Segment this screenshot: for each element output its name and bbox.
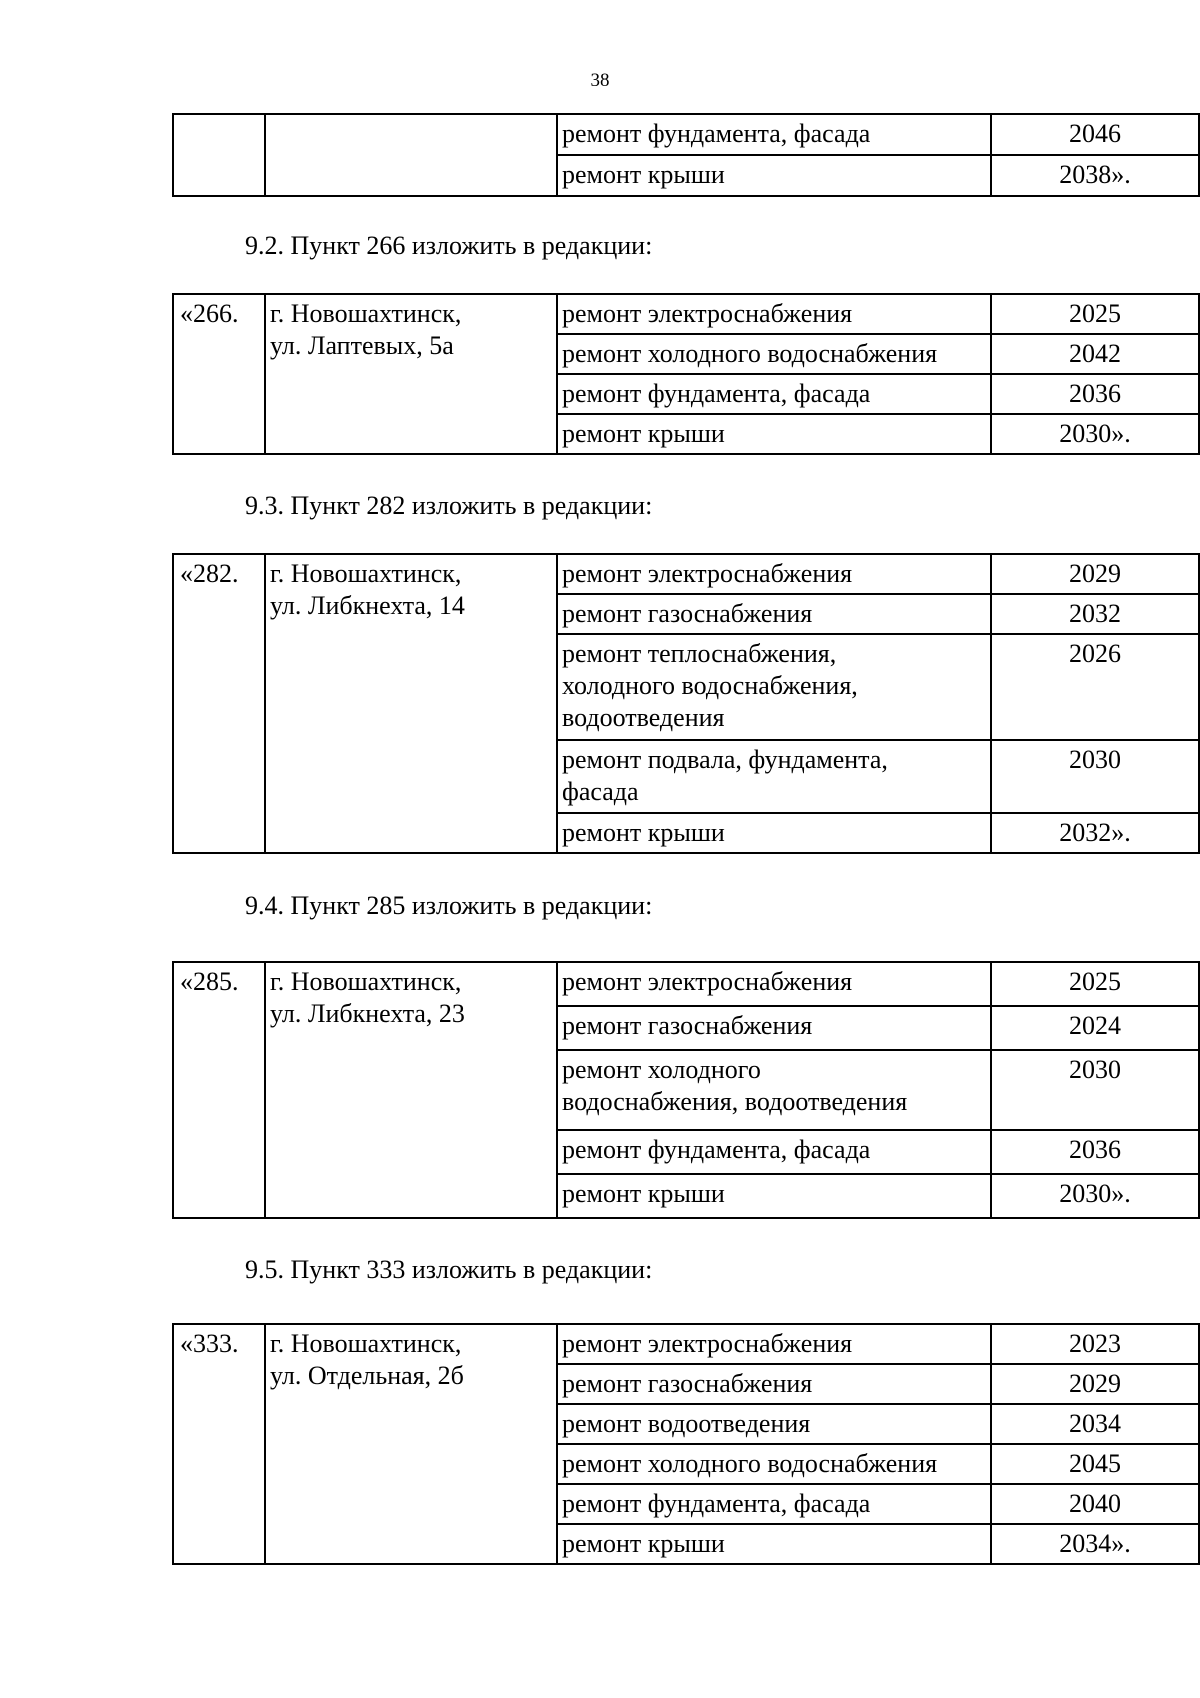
address-cell bbox=[265, 554, 557, 853]
item-number-cell: «282. bbox=[173, 554, 265, 853]
work-line: ремонт подвала, фундамента, bbox=[562, 745, 888, 774]
year-cell: 2046 bbox=[991, 114, 1199, 155]
work-cell: ремонт крыши bbox=[557, 1174, 991, 1218]
address-street: ул. Либкнехта, 14 bbox=[270, 591, 465, 620]
address-cell bbox=[265, 294, 557, 454]
year-cell: 2030 bbox=[991, 1050, 1199, 1130]
work-cell: ремонт холодного водоснабжения bbox=[557, 1444, 991, 1484]
year-cell: 2030». bbox=[991, 1174, 1199, 1218]
work-line: ремонт холодного bbox=[562, 1055, 761, 1084]
year-cell: 2034». bbox=[991, 1524, 1199, 1564]
work-cell: ремонт электроснабжения bbox=[557, 294, 991, 334]
amendment-table bbox=[172, 553, 1200, 854]
work-line: холодного водоснабжения, bbox=[562, 671, 858, 700]
year-cell: 2032». bbox=[991, 813, 1199, 853]
amendment-table bbox=[172, 293, 1200, 455]
year-cell: 2036 bbox=[991, 1130, 1199, 1174]
address-street: ул. Отдельная, 2б bbox=[270, 1361, 464, 1390]
year-cell: 2026 bbox=[991, 634, 1199, 740]
table-row bbox=[173, 114, 1199, 155]
year-cell: 2040 bbox=[991, 1484, 1199, 1524]
address-cell bbox=[265, 1324, 557, 1564]
year-cell: 2029 bbox=[991, 1364, 1199, 1404]
address-cell bbox=[265, 962, 557, 1218]
section-heading: 9.3. Пункт 282 изложить в редакции: bbox=[245, 491, 653, 520]
year-cell: 2032 bbox=[991, 594, 1199, 634]
year-cell: 2030 bbox=[991, 740, 1199, 813]
work-cell: ремонт газоснабжения bbox=[557, 1364, 991, 1404]
work-cell: ремонт крыши bbox=[557, 813, 991, 853]
year-cell: 2045 bbox=[991, 1444, 1199, 1484]
item-number-cell: «285. bbox=[173, 962, 265, 1218]
section-heading: 9.5. Пункт 333 изложить в редакции: bbox=[245, 1255, 653, 1284]
table-row bbox=[173, 554, 1199, 594]
year-cell: 2023 bbox=[991, 1324, 1199, 1364]
address-city: г. Новошахтинск, bbox=[270, 967, 462, 996]
work-cell: ремонт крыши bbox=[557, 1524, 991, 1564]
table-row bbox=[173, 962, 1199, 1006]
page-number: 38 bbox=[590, 70, 610, 91]
work-cell: ремонт электроснабжения bbox=[557, 1324, 991, 1364]
section-heading: 9.2. Пункт 266 изложить в редакции: bbox=[245, 231, 653, 260]
address-cell bbox=[265, 114, 557, 196]
year-cell: 2024 bbox=[991, 1006, 1199, 1050]
work-cell: ремонт фундамента, фасада bbox=[557, 1484, 991, 1524]
table-row bbox=[173, 294, 1199, 334]
work-cell bbox=[557, 1050, 991, 1130]
work-cell: ремонт электроснабжения bbox=[557, 962, 991, 1006]
amendment-table bbox=[172, 961, 1200, 1219]
work-cell: ремонт электроснабжения bbox=[557, 554, 991, 594]
year-cell: 2034 bbox=[991, 1404, 1199, 1444]
work-cell bbox=[557, 634, 991, 740]
work-cell: ремонт газоснабжения bbox=[557, 594, 991, 634]
year-cell: 2030». bbox=[991, 414, 1199, 454]
work-cell bbox=[557, 740, 991, 813]
address-street: ул. Либкнехта, 23 bbox=[270, 999, 465, 1028]
work-cell: ремонт крыши bbox=[557, 155, 991, 196]
year-cell: 2038». bbox=[991, 155, 1199, 196]
work-cell: ремонт фундамента, фасада bbox=[557, 1130, 991, 1174]
work-cell: ремонт фундамента, фасада bbox=[557, 374, 991, 414]
item-number-cell: «266. bbox=[173, 294, 265, 454]
work-cell: ремонт холодного водоснабжения bbox=[557, 334, 991, 374]
work-cell: ремонт крыши bbox=[557, 414, 991, 454]
work-line: водоотведения bbox=[562, 703, 725, 732]
year-cell: 2025 bbox=[991, 962, 1199, 1006]
item-number-cell bbox=[173, 114, 265, 196]
table-row bbox=[173, 1324, 1199, 1364]
year-cell: 2029 bbox=[991, 554, 1199, 594]
work-line: ремонт теплоснабжения, bbox=[562, 639, 837, 668]
address-city: г. Новошахтинск, bbox=[270, 299, 462, 328]
address-city: г. Новошахтинск, bbox=[270, 559, 462, 588]
address-street: ул. Лаптевых, 5а bbox=[270, 331, 454, 360]
amendment-table bbox=[172, 1323, 1200, 1565]
section-heading: 9.4. Пункт 285 изложить в редакции: bbox=[245, 891, 653, 920]
work-line: фасада bbox=[562, 777, 639, 806]
year-cell: 2042 bbox=[991, 334, 1199, 374]
work-cell: ремонт фундамента, фасада bbox=[557, 114, 991, 155]
work-line: водоснабжения, водоотведения bbox=[562, 1087, 908, 1116]
year-cell: 2025 bbox=[991, 294, 1199, 334]
year-cell: 2036 bbox=[991, 374, 1199, 414]
item-number-cell: «333. bbox=[173, 1324, 265, 1564]
work-cell: ремонт газоснабжения bbox=[557, 1006, 991, 1050]
work-cell: ремонт водоотведения bbox=[557, 1404, 991, 1444]
continuation-table bbox=[172, 113, 1200, 197]
address-city: г. Новошахтинск, bbox=[270, 1329, 462, 1358]
